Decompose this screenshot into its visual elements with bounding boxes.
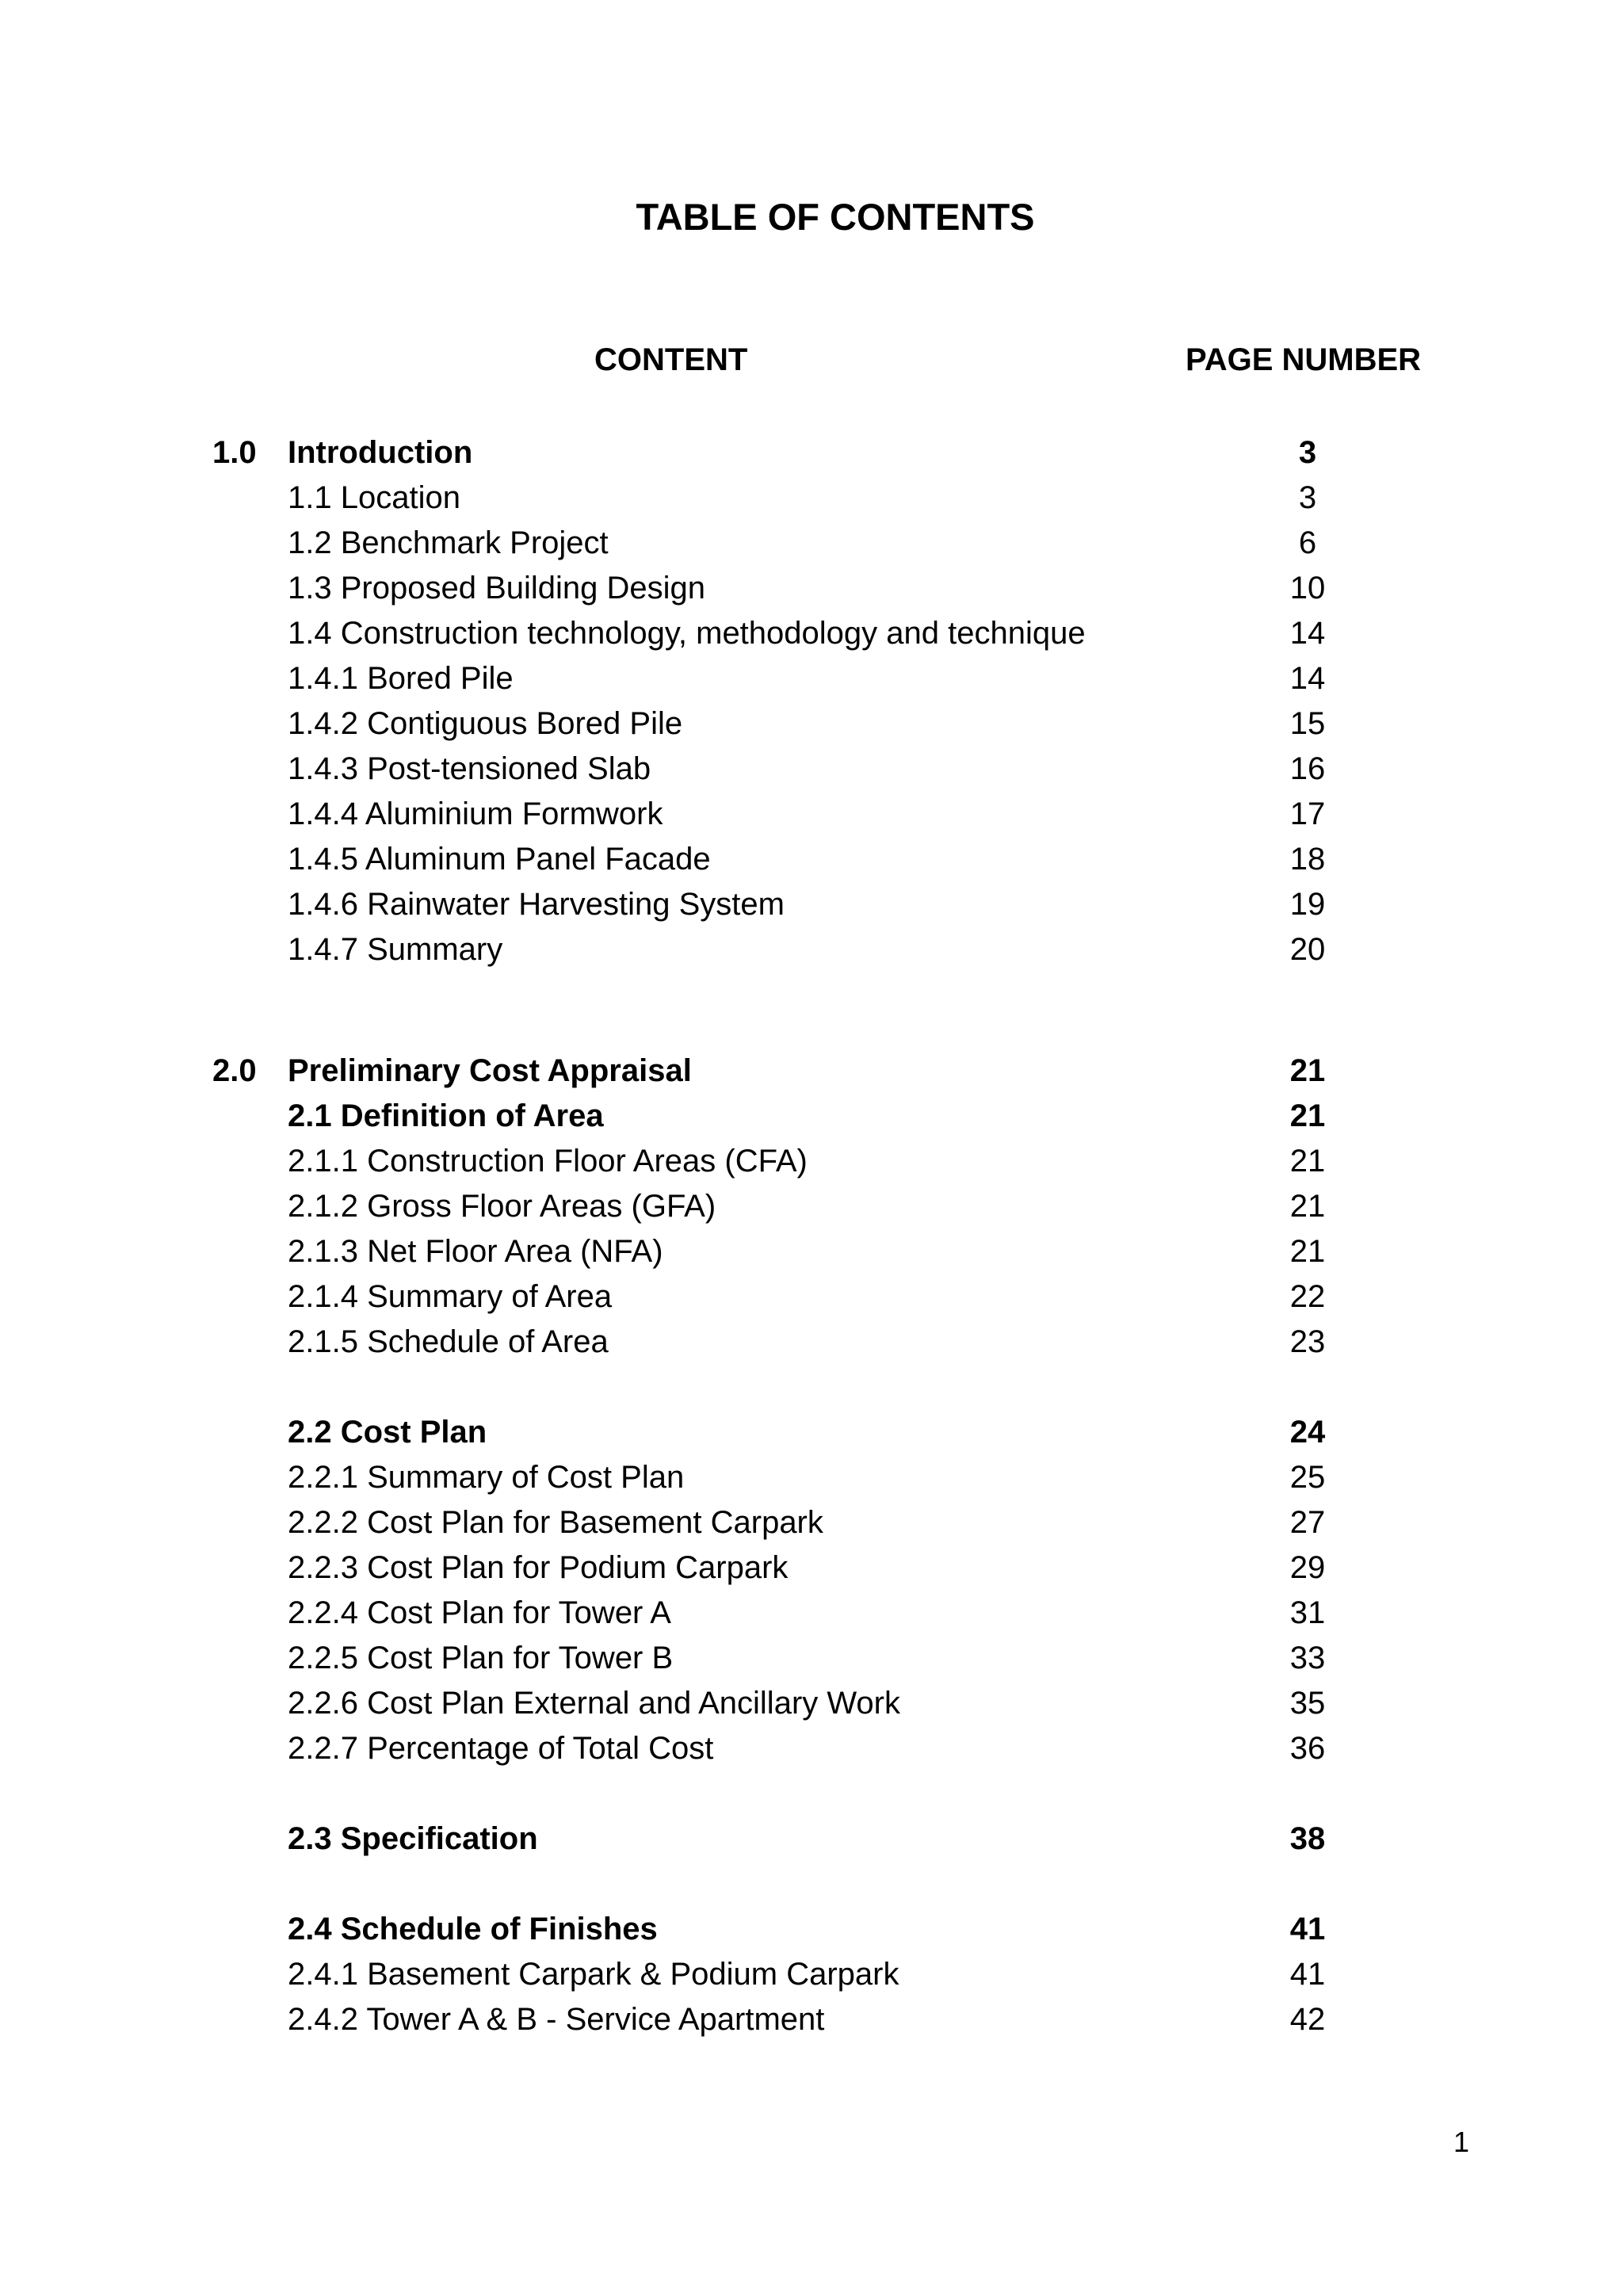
- toc-entry-page: 19: [1289, 887, 1326, 922]
- toc-entry-label: 2.2 Cost Plan: [288, 1415, 487, 1450]
- toc-entry-label: 2.2.6 Cost Plan External and Ancillary Work: [288, 1686, 900, 1721]
- toc-entry-page: 3: [1298, 480, 1317, 515]
- toc-entry-page: 14: [1289, 661, 1326, 696]
- toc-entry-page: 17: [1289, 797, 1326, 831]
- toc-entry-label: 2.2.3 Cost Plan for Podium Carpark: [288, 1550, 789, 1585]
- toc-entry-label: 1.4 Construction technology, methodology and technique: [288, 616, 1086, 651]
- toc-entry-page: 42: [1289, 2002, 1326, 2037]
- toc-entry: [0, 1592, 1623, 1633]
- toc-entry-page: 41: [1289, 1957, 1326, 1992]
- toc-entry-label: 1.4.3 Post-tensioned Slab: [288, 751, 651, 786]
- toc-entry-label: 2.2.2 Cost Plan for Basement Carpark: [288, 1505, 823, 1540]
- toc-entry: [0, 1818, 1623, 1859]
- toc-entry-label: 2.2.7 Percentage of Total Cost: [288, 1731, 714, 1766]
- toc-entry-label: 2.4 Schedule of Finishes: [288, 1912, 658, 1946]
- toc-entry: [0, 793, 1623, 835]
- toc-entry-label: 2.2.5 Cost Plan for Tower B: [288, 1641, 674, 1675]
- toc-entry: [0, 1276, 1623, 1317]
- toc-entry-label: 2.4.1 Basement Carpark & Podium Carpark: [288, 1957, 899, 1992]
- toc-entry: [0, 1050, 1623, 1091]
- toc-entry-page: 14: [1289, 616, 1326, 651]
- toc-entry-page: 36: [1289, 1731, 1326, 1766]
- toc-entry: [0, 1412, 1623, 1453]
- toc-entry: [0, 522, 1623, 563]
- toc-entry-label: 1.4.2 Contiguous Bored Pile: [288, 706, 683, 741]
- toc-entry: [0, 1637, 1623, 1679]
- toc-entry: [0, 1095, 1623, 1137]
- toc-entry-label: 1.4.7 Summary: [288, 932, 503, 967]
- toc-entry-page: 33: [1289, 1641, 1326, 1675]
- toc-entry-page: 16: [1289, 751, 1326, 786]
- toc-entry-label: 2.2.4 Cost Plan for Tower A: [288, 1595, 671, 1630]
- toc-entry-label: 1.3 Proposed Building Design: [288, 571, 706, 606]
- toc-entry: [0, 1321, 1623, 1362]
- document-title: TABLE OF CONTENTS: [636, 196, 1035, 238]
- toc-entry-label: 2.1.4 Summary of Area: [288, 1279, 613, 1314]
- toc-entry-page: 29: [1289, 1550, 1326, 1585]
- toc-entry-page: 21: [1289, 1234, 1326, 1269]
- page-number-column-header: PAGE NUMBER: [1186, 342, 1422, 377]
- toc-entry-page: 25: [1289, 1460, 1326, 1495]
- toc-entry: [0, 1728, 1623, 1769]
- toc-entry-page: 10: [1289, 571, 1326, 606]
- toc-entry-page: 15: [1289, 706, 1326, 741]
- toc-entry: [0, 1999, 1623, 2040]
- toc-entry-label: 2.4.2 Tower A & B - Service Apartment: [288, 2002, 825, 2037]
- toc-entry-label: Introduction: [288, 435, 473, 470]
- toc-entry-page: 6: [1298, 525, 1317, 560]
- toc-section-number: 1.0: [212, 435, 257, 470]
- toc-entry-label: 1.4.6 Rainwater Harvesting System: [288, 887, 785, 922]
- toc-entry-label: 2.3 Specification: [288, 1821, 538, 1856]
- toc-entry-page: 23: [1289, 1324, 1326, 1359]
- toc-entry-label: 1.4.1 Bored Pile: [288, 661, 514, 696]
- toc-entry: [0, 748, 1623, 789]
- toc-section-number: 2.0: [212, 1053, 257, 1088]
- toc-entry-label: 1.4.4 Aluminium Formwork: [288, 797, 663, 831]
- toc-entry: [0, 1547, 1623, 1588]
- toc-entry-label: 2.1.1 Construction Floor Areas (CFA): [288, 1144, 808, 1179]
- toc-entry: [0, 1231, 1623, 1272]
- toc-entry-page: 27: [1289, 1505, 1326, 1540]
- toc-entry: [0, 613, 1623, 654]
- toc-entry: [0, 929, 1623, 970]
- page-footer-number: 1: [1453, 2126, 1470, 2158]
- toc-entry-page: 38: [1289, 1821, 1326, 1856]
- toc-entry-label: 2.1.2 Gross Floor Areas (GFA): [288, 1189, 716, 1224]
- toc-entry: [0, 1457, 1623, 1498]
- toc-entry-page: 22: [1289, 1279, 1326, 1314]
- toc-entry-page: 20: [1289, 932, 1326, 967]
- toc-entry-page: 21: [1289, 1053, 1326, 1088]
- toc-entry-page: 35: [1289, 1686, 1326, 1721]
- toc-entry: [0, 477, 1623, 518]
- toc-entry: [0, 1683, 1623, 1724]
- toc-entry-page: 3: [1298, 435, 1317, 470]
- toc-entry: [0, 839, 1623, 880]
- toc-entry-page: 21: [1289, 1144, 1326, 1179]
- content-column-header: CONTENT: [594, 342, 748, 377]
- toc-entry: [0, 1954, 1623, 1995]
- toc-entry-label: 2.1.5 Schedule of Area: [288, 1324, 609, 1359]
- toc-entry-page: 21: [1289, 1098, 1326, 1133]
- toc-entry: [0, 884, 1623, 925]
- toc-entry: [0, 658, 1623, 699]
- toc-entry-label: 2.1.3 Net Floor Area (NFA): [288, 1234, 663, 1269]
- toc-entry-label: 1.1 Location: [288, 480, 460, 515]
- toc-entry-label: 2.1 Definition of Area: [288, 1098, 604, 1133]
- toc-entry: [0, 1908, 1623, 1950]
- toc-entry-label: 1.4.5 Aluminum Panel Facade: [288, 842, 711, 877]
- toc-entry-page: 18: [1289, 842, 1326, 877]
- toc-entry-page: 41: [1289, 1912, 1326, 1946]
- toc-entry: [0, 703, 1623, 744]
- toc-entry: [0, 1140, 1623, 1182]
- toc-entry-label: 2.2.1 Summary of Cost Plan: [288, 1460, 685, 1495]
- toc-entry-page: 24: [1289, 1415, 1326, 1450]
- toc-entry: [0, 1186, 1623, 1227]
- toc-entry-page: 31: [1289, 1595, 1326, 1630]
- toc-entry-page: 21: [1289, 1189, 1326, 1224]
- toc-entry-label: Preliminary Cost Appraisal: [288, 1053, 692, 1088]
- toc-entry: [0, 432, 1623, 473]
- toc-entry: [0, 567, 1623, 609]
- toc-entry-label: 1.2 Benchmark Project: [288, 525, 609, 560]
- toc-entry: [0, 1502, 1623, 1543]
